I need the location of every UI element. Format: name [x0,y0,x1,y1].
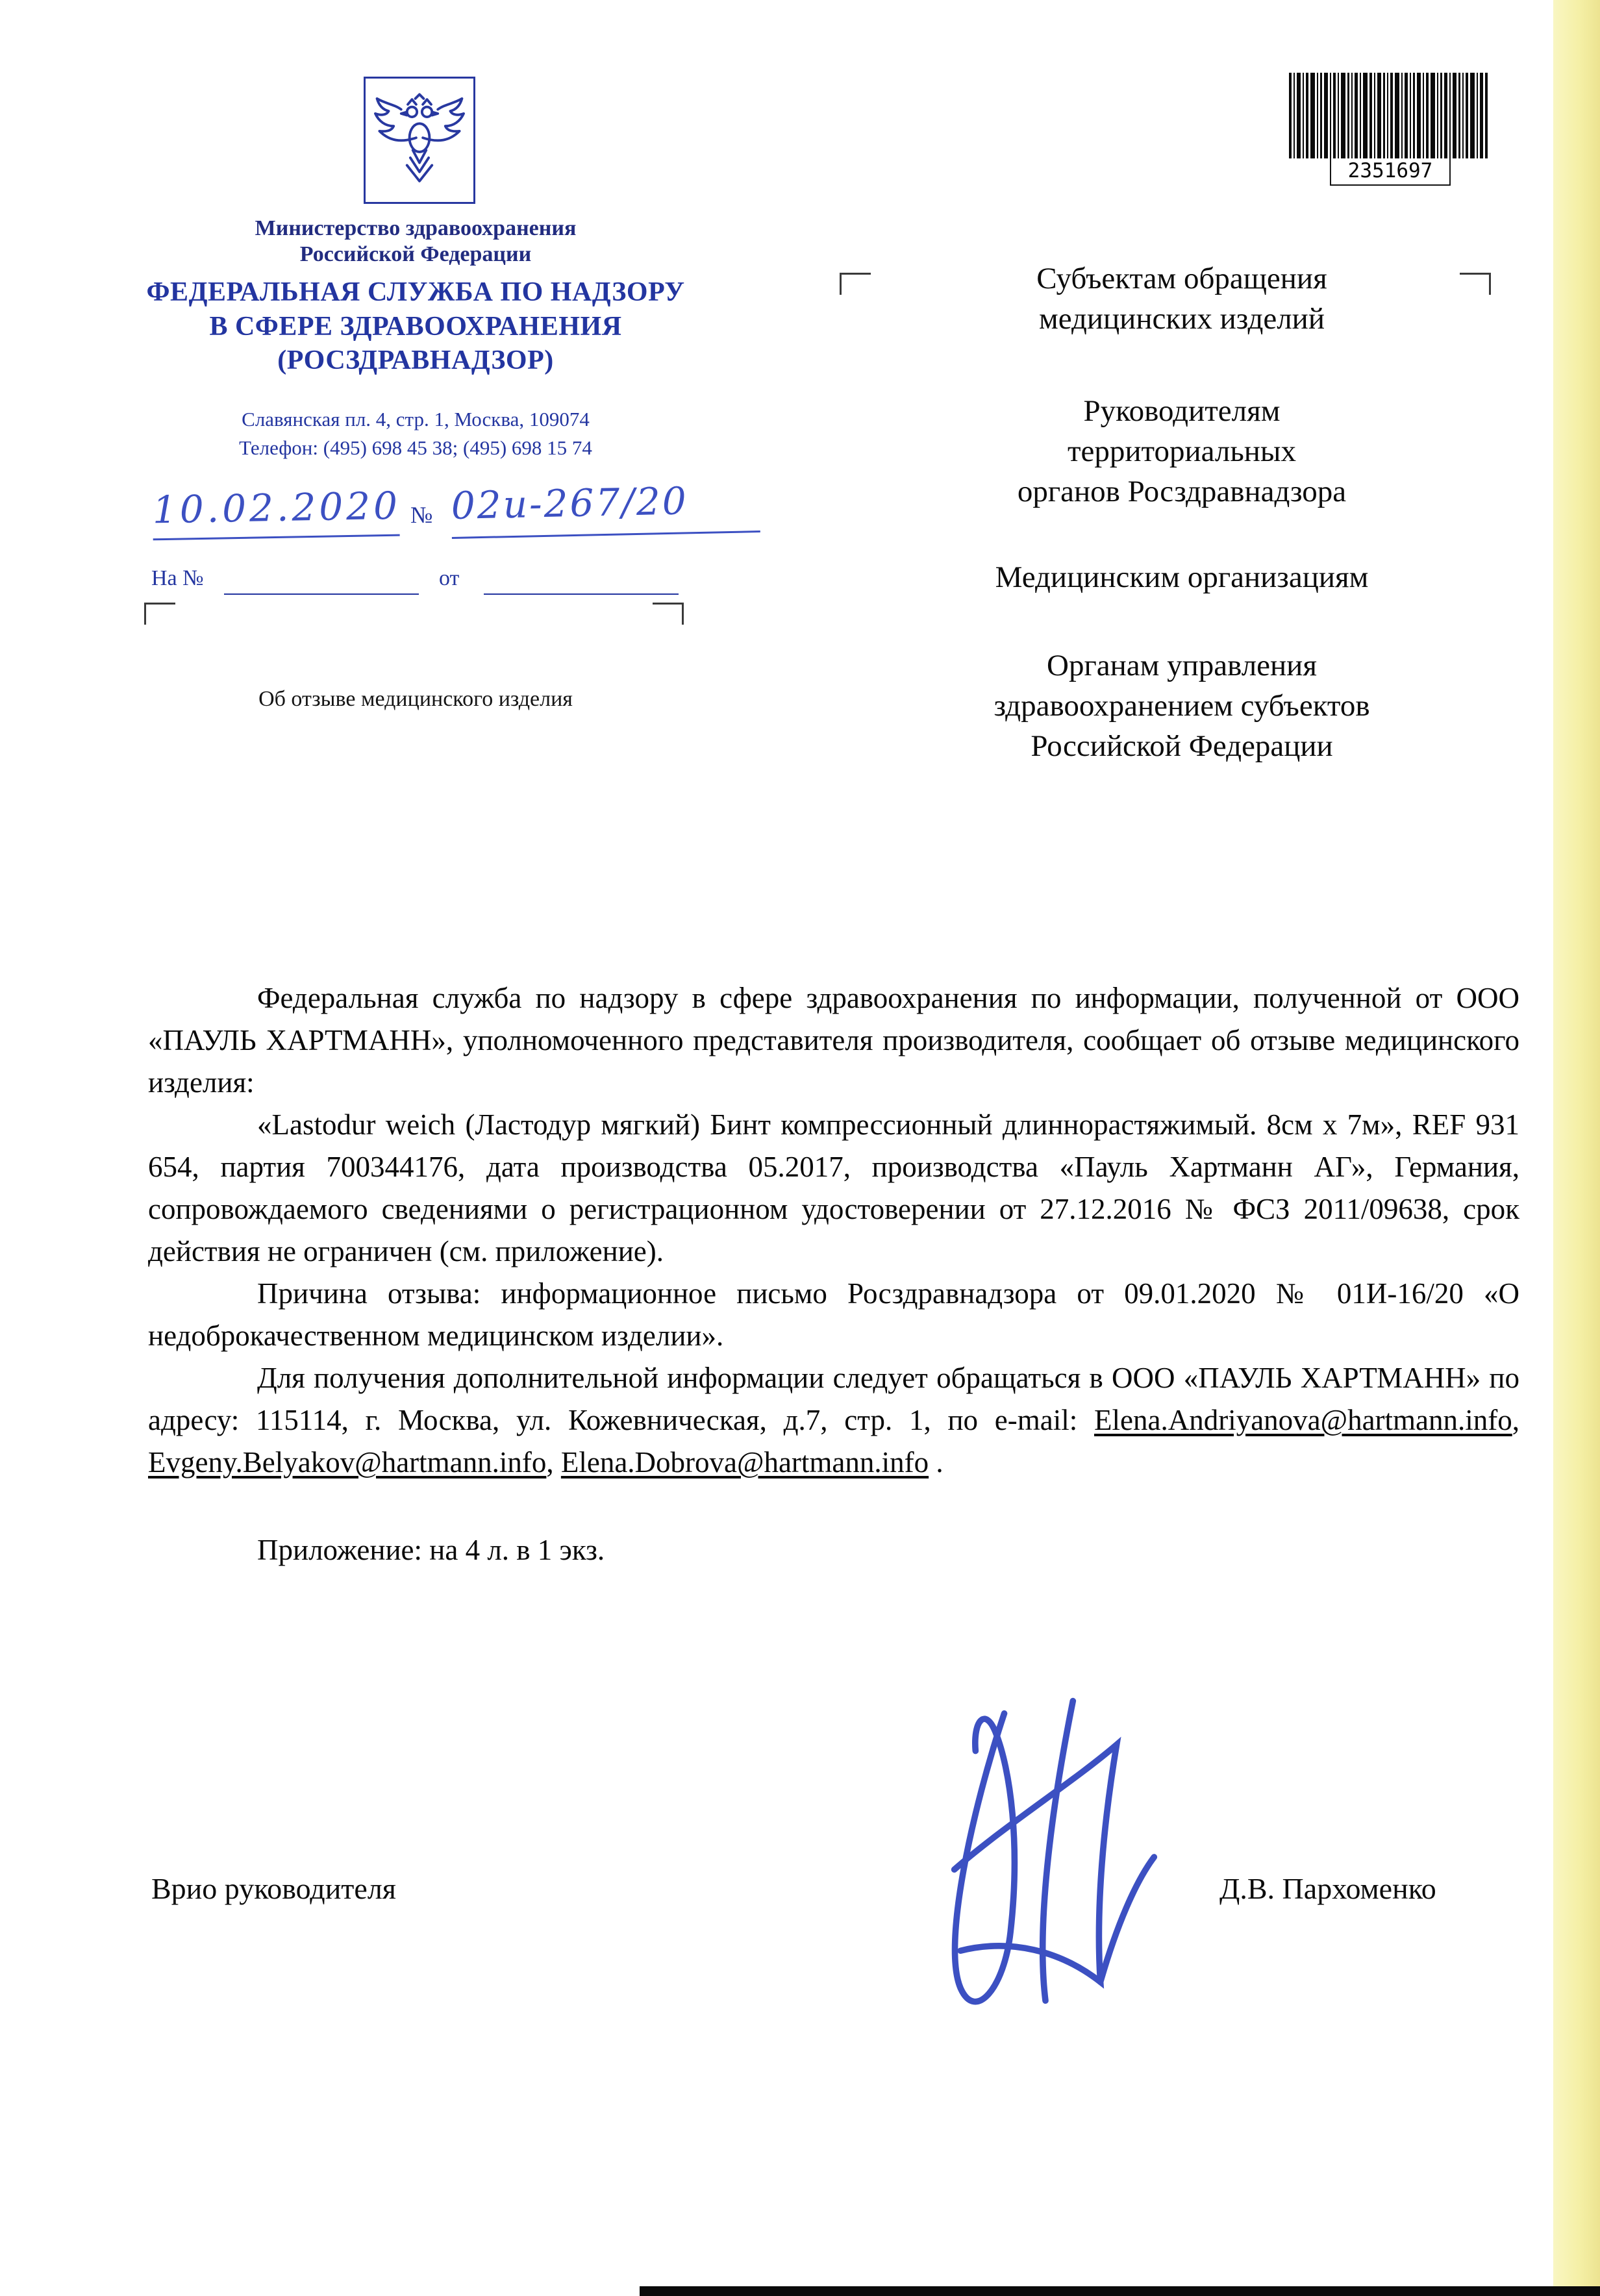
email-separator-2: , [546,1446,561,1479]
addressee-line: Российской Федерации [1031,729,1333,763]
addressee-block-subjects [844,258,1519,339]
addressee-block-medical-orgs [844,557,1519,597]
agency-line-3: (РОСЗДРАВНАДЗОР) [277,345,554,375]
addressee-line: Руководителям [1083,394,1281,428]
ref-number-label: На № [151,566,204,590]
email-separator-1: , [1512,1404,1519,1436]
corner-mark-bottom-left [144,603,175,625]
barcode-number: 2351697 [1330,158,1451,186]
barcode [1289,73,1492,186]
addressee-line: Органам управления [1047,649,1317,682]
addressee-block-health-authorities [844,645,1519,766]
addressee-line: органов Росздравнадзора [1017,475,1347,508]
addressee-line: территориальных [1067,434,1297,468]
ref-number-blank [224,570,419,595]
scan-artifact-yellow-strip [1553,0,1600,2296]
body-paragraph-3: Причина отзыва: информационное письмо Росздравнадзора от 09.01.2020 № 01И-16/20 «О недоброкачественном медицинском изделии». [148,1277,1519,1352]
signature-scribble [883,1695,1175,2019]
body-paragraph-2: «Lastodur weich (Ластодур мягкий) Бинт компрессионный длиннорастяжимый. 8см х 7м», REF 931 654, партия 700344176, дата производства 05.2017, производства «Пауль Хартманн АГ», Германия, сопровождаемого сведениями о регистрационном удостоверении от 27.12.2016 № ФСЗ 2011/09638, срок действия не ограничен (см. приложение). [148,1108,1519,1267]
paragraph4-prefix: Для получения дополнительной информации следует обращаться в ООО «ПАУЛЬ ХАРТМАНН» по адресу: 115114, г. Москва, ул. Кожевническая, д.7, стр. 1, по e-mail: [148,1362,1519,1436]
russia-coat-of-arms-icon [364,77,475,204]
subject-line: Об отзыве медицинского изделия [258,687,573,711]
addressee-block-heads [844,391,1519,512]
double-headed-eagle-icon [369,82,469,198]
agency-name [117,275,714,378]
email-link-1[interactable]: Elena.Andriyanova@hartmann.info [1094,1404,1512,1436]
body-paragraph-1: Федеральная служба по надзору в сфере здравоохранения по информации, полученной от ООО «ПАУЛЬ ХАРТМАНН», уполномоченного представителя производителя, сообщает об отзыве медицинского изделия: [148,982,1519,1099]
ministry-line-2: Российской Федерации [299,242,532,267]
email-link-2[interactable]: Evgeny.Belyakov@hartmann.info [148,1446,547,1479]
ministry-line-1: Министерство здравоохранения [255,216,577,240]
addressee-line: Медицинским организациям [995,560,1369,594]
handwritten-outgoing-number: 02и-267/20 [451,477,760,539]
letter-body [148,977,1519,1571]
attachment-line: Приложение: на 4 л. в 1 экз. [257,1534,605,1566]
addressee-line: Субъектам обращения [1036,262,1327,295]
barcode-bars [1289,73,1492,158]
corner-mark-bottom-right [653,603,684,625]
addressee-line: здравоохранением субъектов [994,689,1370,723]
ministry-name [117,216,714,268]
agency-line-1: ФЕДЕРАЛЬНАЯ СЛУЖБА ПО НАДЗОРУ [146,277,685,307]
ref-from-label: от [439,566,460,590]
signer-name: Д.В. Пархоменко [1219,1872,1436,1905]
body-paragraph-4 [148,1357,1519,1484]
agency-address: Славянская пл. 4, стр. 1, Москва, 109074 [242,408,590,430]
email-link-3[interactable]: Elena.Dobrova@hartmann.info [560,1446,929,1479]
ref-date-blank [484,570,679,595]
paragraph4-suffix: . [929,1446,944,1479]
scan-artifact-bottom-edge [640,2286,1600,2296]
number-sign: № [410,502,433,528]
signer-position-title: Врио руководителя [151,1872,396,1905]
agency-phone: Телефон: (495) 698 45 38; (495) 698 15 74 [239,436,592,459]
addressee-line: медицинских изделий [1038,302,1325,336]
handwritten-date: 10.02.2020 [152,484,399,541]
agency-line-2: В СФЕРЕ ЗДРАВООХРАНЕНИЯ [209,311,622,342]
